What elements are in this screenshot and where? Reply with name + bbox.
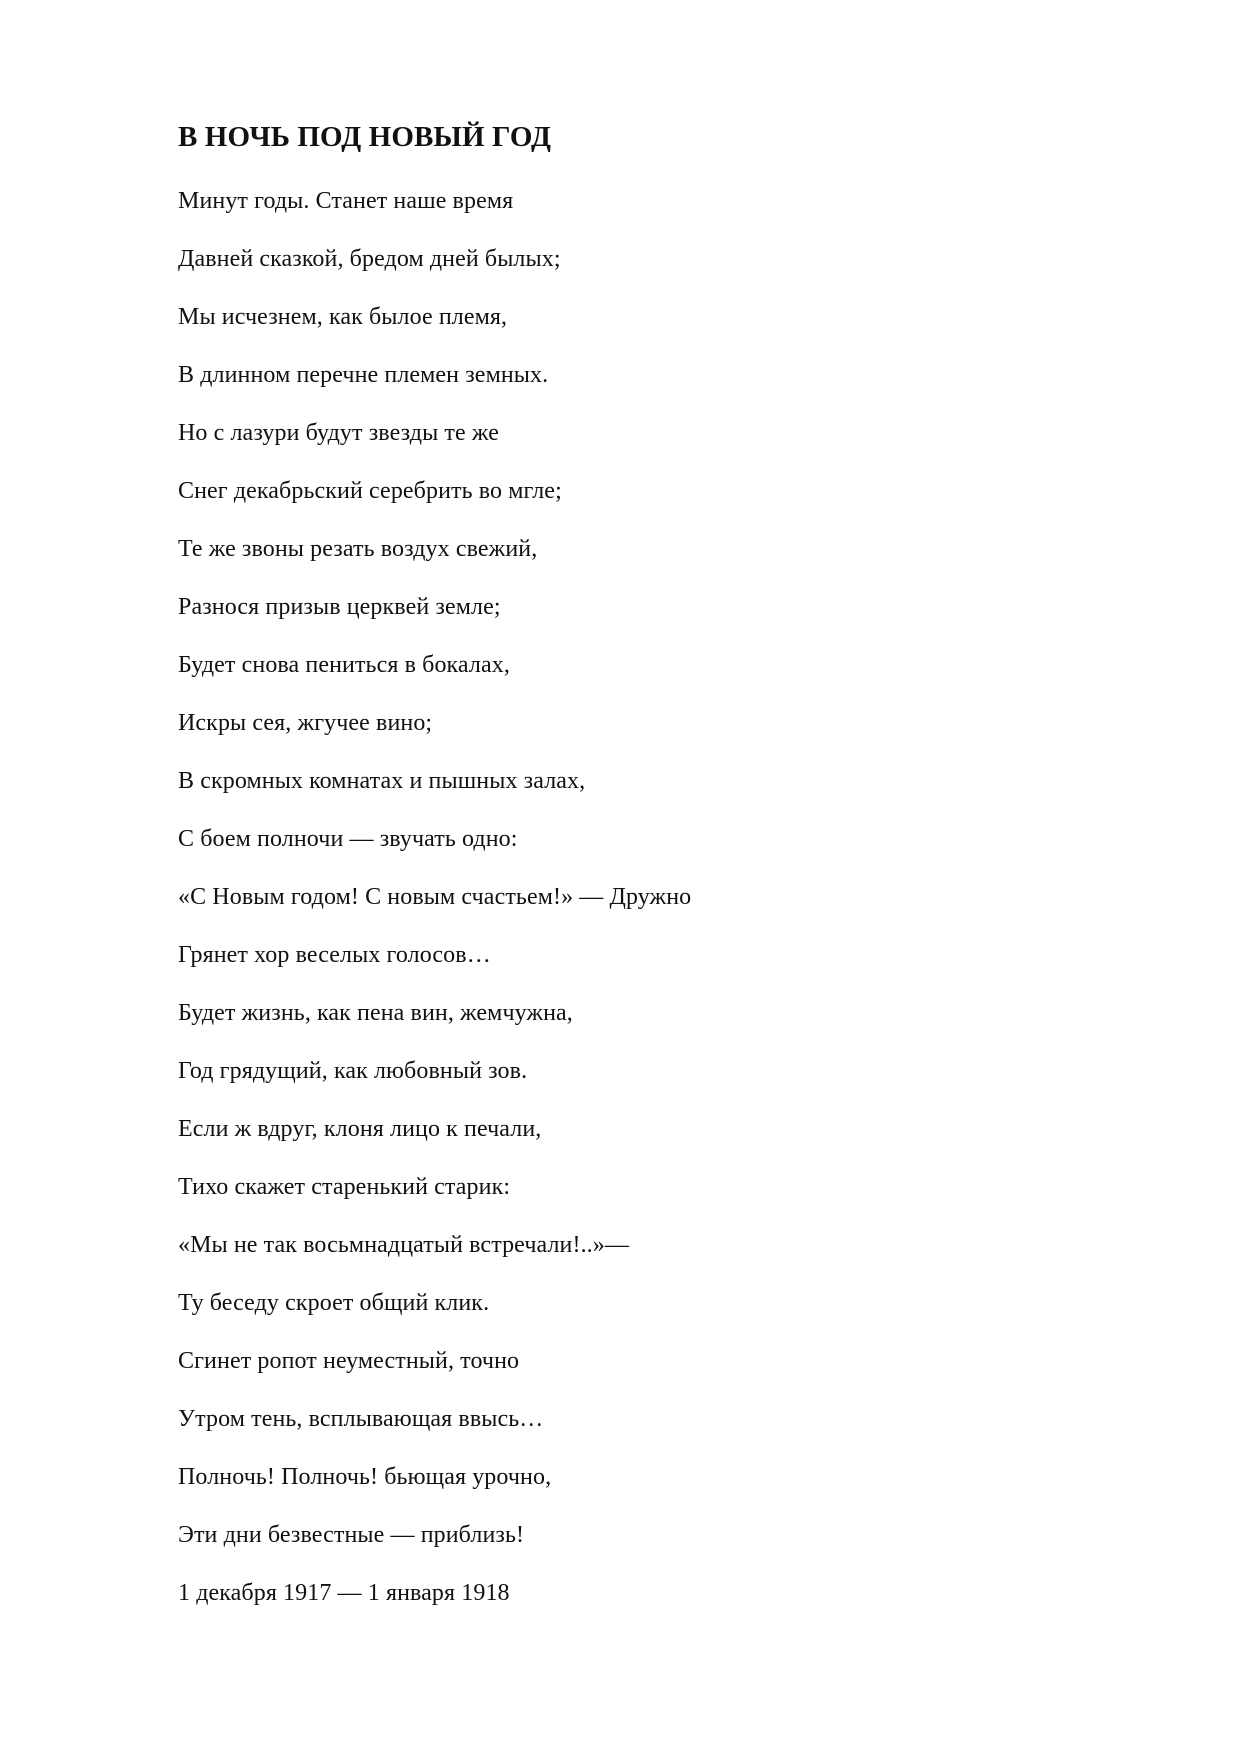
- poem-line: Давней сказкой, бредом дней былых;: [178, 246, 561, 272]
- poem-line: Но с лазури будут звезды те же: [178, 420, 499, 446]
- poem-line: Год грядущий, как любовный зов.: [178, 1058, 528, 1084]
- poem-line: «С Новым годом! С новым счастьем!» — Дружно: [178, 884, 692, 910]
- poem-line: Искры сея, жгучее вино;: [178, 710, 433, 736]
- poem-date-line: 1 декабря 1917 — 1 января 1918: [178, 1580, 510, 1606]
- poem-line: Полночь! Полночь! бьющая урочно,: [178, 1464, 552, 1490]
- poem-title: В НОЧЬ ПОД НОВЫЙ ГОД: [178, 121, 552, 153]
- poem-line: С боем полночи — звучать одно:: [178, 826, 518, 852]
- poem-line: «Мы не так восьмнадцатый встречали!..»—: [178, 1232, 629, 1258]
- poem-line: Если ж вдруг, клоня лицо к печали,: [178, 1116, 542, 1142]
- poem-line: Ту беседу скроет общий клик.: [178, 1290, 490, 1316]
- poem-line: Минут годы. Станет наше время: [178, 188, 514, 214]
- poem-line: Мы исчезнем, как былое племя,: [178, 304, 508, 330]
- poem-line: Разнося призыв церквей земле;: [178, 594, 501, 620]
- poem-line: Будет жизнь, как пена вин, жемчужна,: [178, 1000, 573, 1026]
- poem-line: Те же звоны резать воздух свежий,: [178, 536, 538, 562]
- poem-body: [178, 172, 1178, 1622]
- poem-line: Грянет хор веселых голосов…: [178, 942, 491, 968]
- poem-line: В длинном перечне племен земных.: [178, 362, 549, 388]
- poem-line: Будет снова пениться в бокалах,: [178, 652, 510, 678]
- poem-line: Снег декабрьский серебрить во мгле;: [178, 478, 562, 504]
- poem-line: Тихо скажет старенький старик:: [178, 1174, 511, 1200]
- poem-line: Сгинет ропот неуместный, точно: [178, 1348, 520, 1374]
- poem-line: Утром тень, всплывающая ввысь…: [178, 1406, 544, 1432]
- document-content: [178, 112, 1178, 1622]
- poem-line: Эти дни безвестные — приблизь!: [178, 1522, 525, 1548]
- poem-line: В скромных комнатах и пышных залах,: [178, 768, 586, 794]
